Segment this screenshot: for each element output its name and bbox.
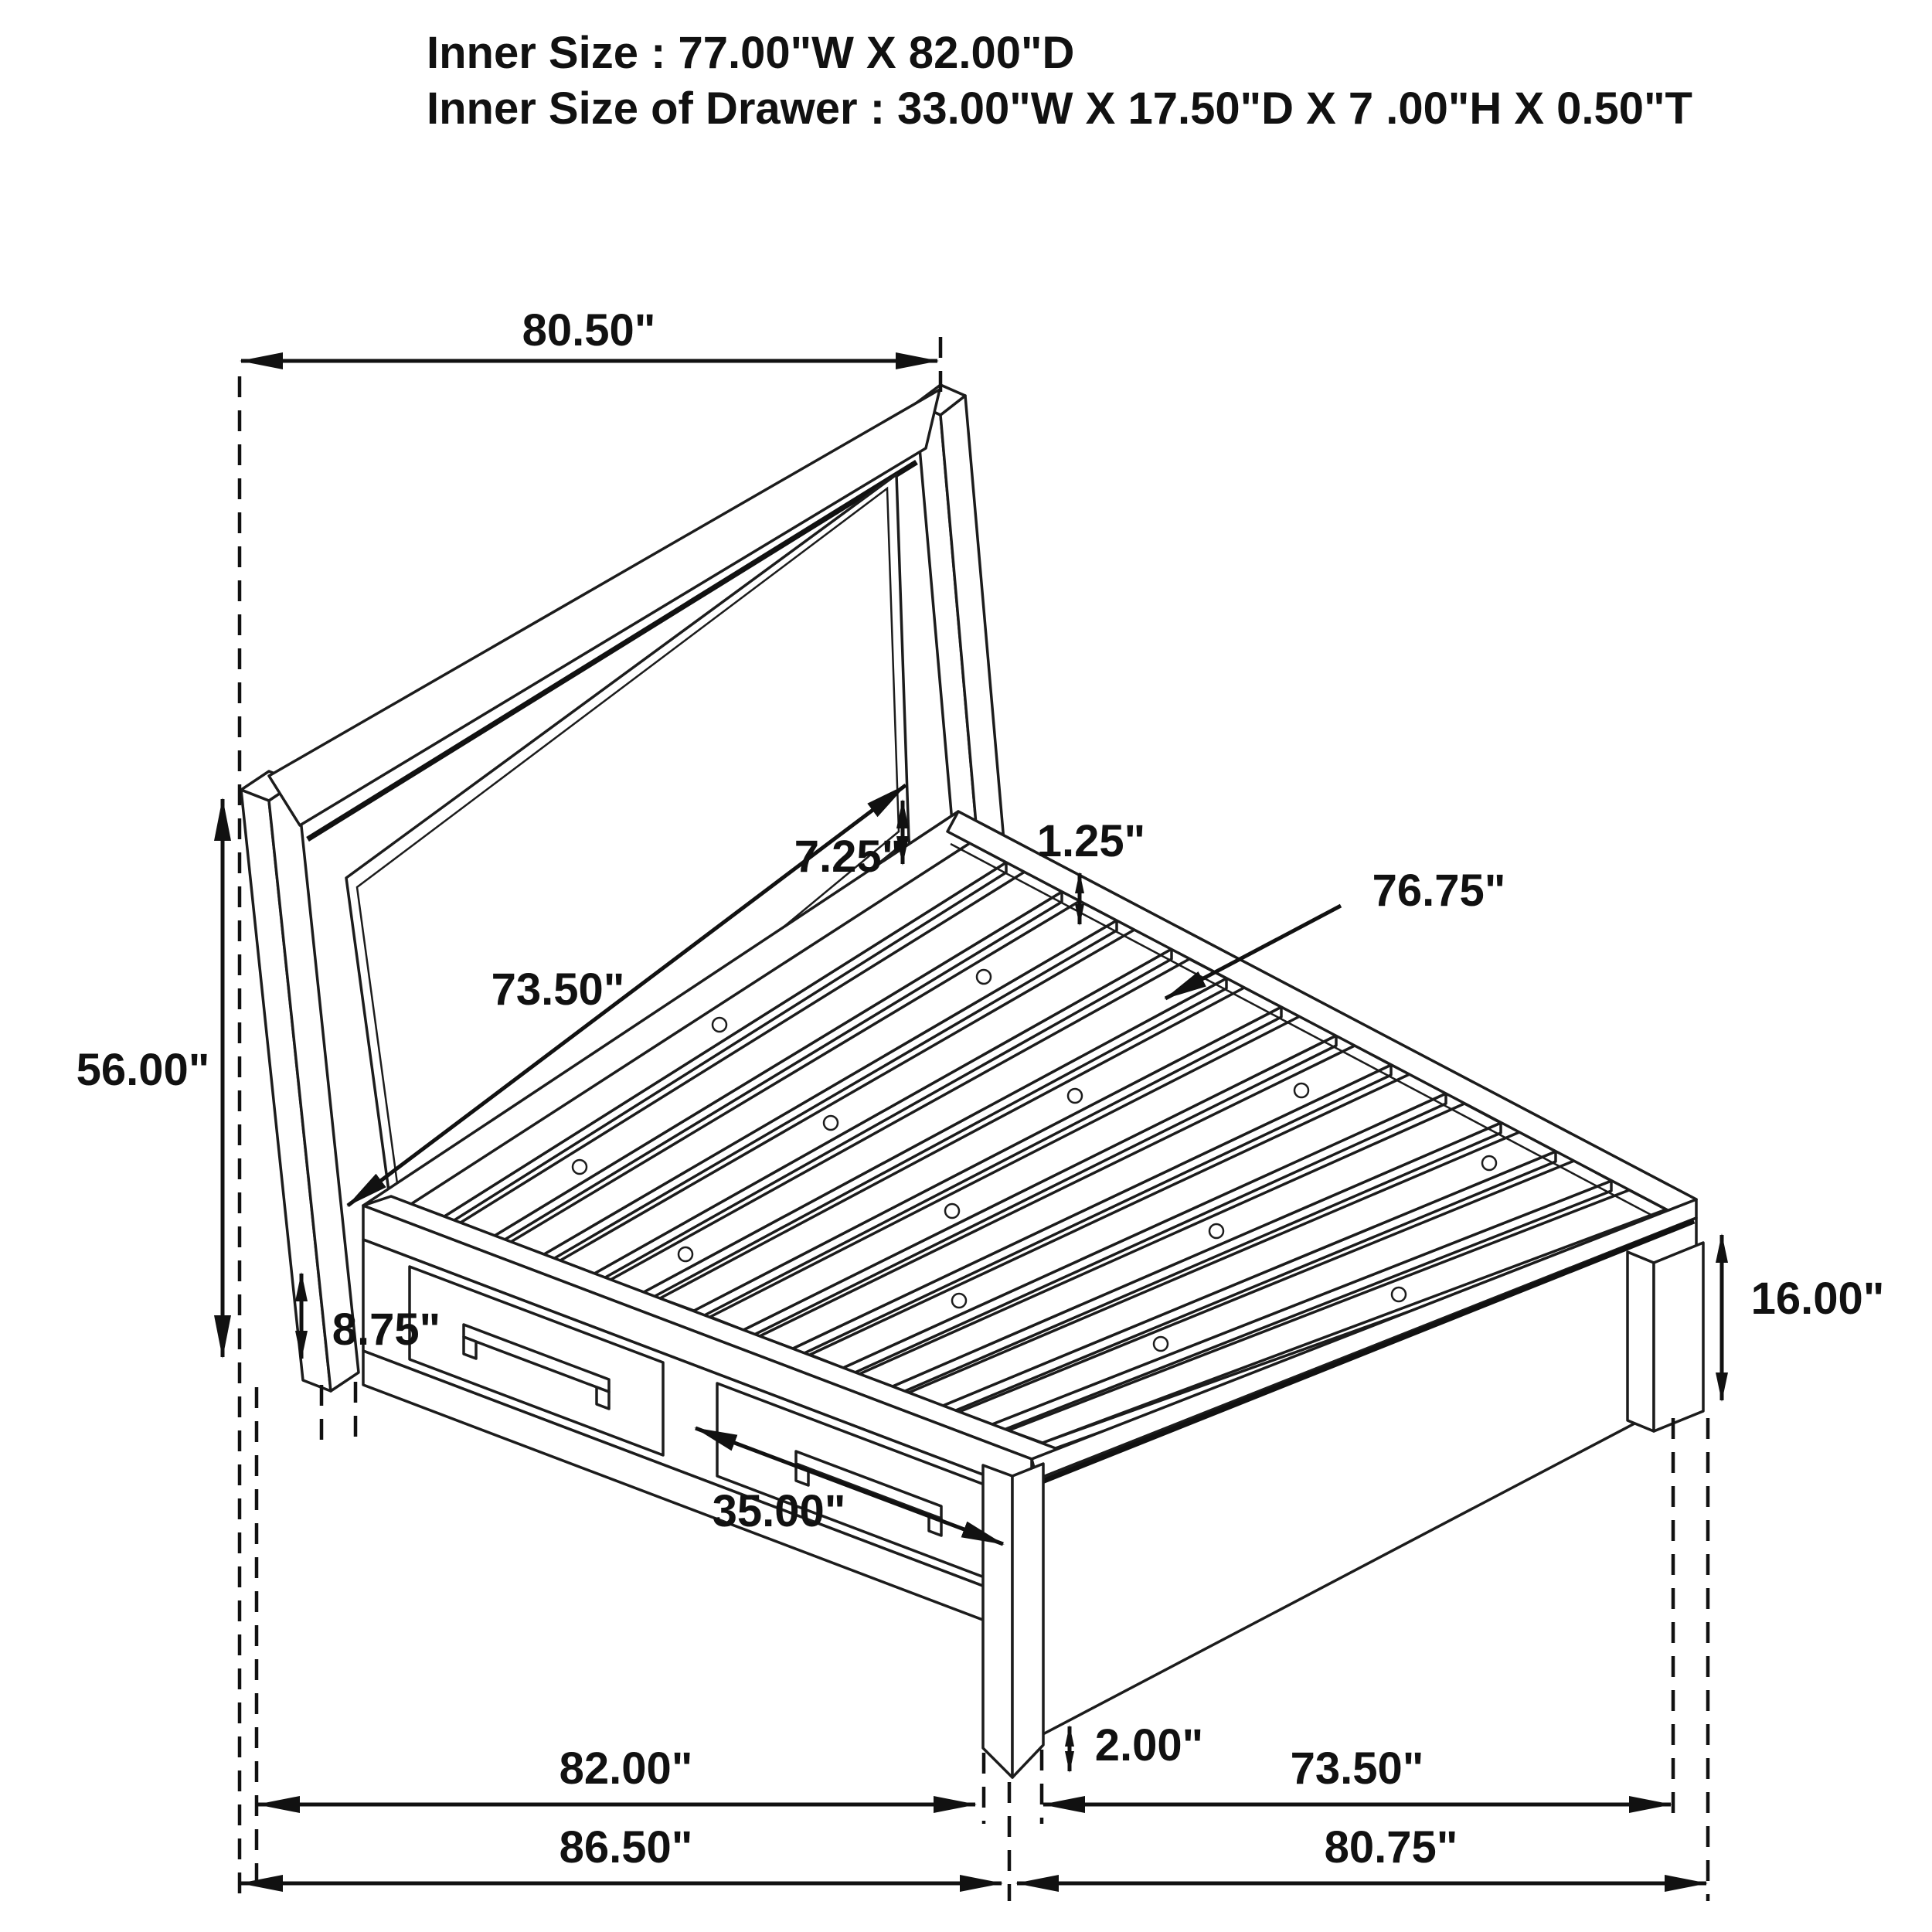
header [427,28,1692,134]
dim-label-platform-depth: 82.00" [559,1743,693,1794]
dim-label-slat-lip: 1.25" [1036,816,1146,866]
screw-icon [1294,1083,1308,1097]
screw-icon [679,1247,692,1261]
screw-icon [713,1018,726,1032]
inner-drawer-size-line: Inner Size of Drawer : 33.00"W X 17.50"D X 7 .00"H X 0.50"T [427,83,1692,134]
screw-icon [1482,1156,1496,1170]
dim-label-headboard-panel: 73.50" [491,964,625,1015]
right-corner-leg-side-face [1628,1252,1654,1431]
dim-label-slat-length: 76.75" [1372,866,1506,916]
screw-icon [1068,1089,1082,1103]
right-corner-leg-front-face [1654,1243,1703,1431]
front-corner-leg-right-face [1012,1464,1043,1777]
inner-size-line: Inner Size : 77.00"W X 82.00"D [427,28,1075,78]
screw-icon [1392,1287,1406,1301]
dim-label-headboard-width: 80.50" [522,305,656,355]
dim-label-headboard-height: 56.00" [76,1045,210,1095]
screw-icon [952,1294,966,1308]
dim-label-drawer-opening: 35.00" [712,1486,846,1536]
dim-label-panel-to-deck: 7.25" [794,832,903,882]
screw-icon [945,1204,959,1218]
screw-icon [1154,1337,1168,1351]
screw-icon [824,1116,838,1130]
dim-label-overall-width: 80.75" [1324,1822,1458,1872]
front-corner-leg-left-face [983,1465,1012,1777]
dim-label-foot-width: 73.50" [1290,1743,1424,1794]
dim-label-drawer-height: 8.75" [332,1304,441,1355]
dim-label-foot-clearance: 2.00" [1094,1720,1204,1770]
screw-icon [1209,1224,1223,1238]
screw-icon [573,1160,587,1174]
dim-label-footboard-height: 16.00" [1750,1274,1885,1324]
dim-label-overall-depth: 86.50" [559,1822,693,1872]
screw-icon [977,970,991,984]
